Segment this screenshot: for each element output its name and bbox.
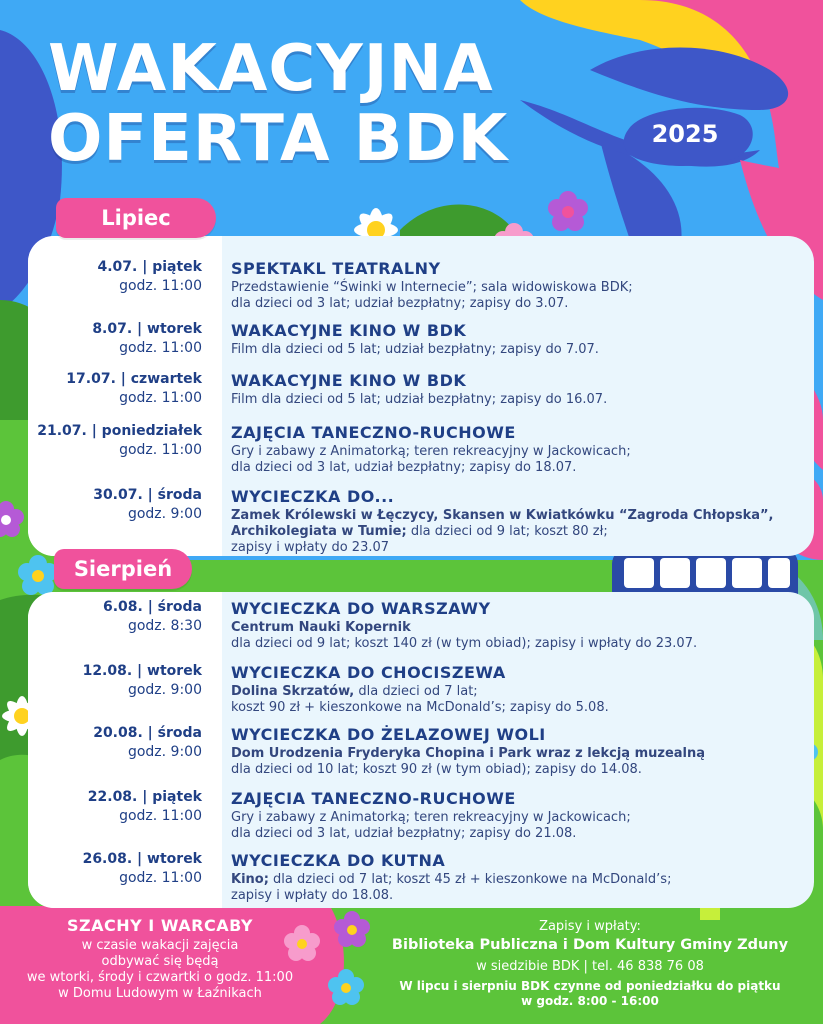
event-time: godz. 11:00 <box>119 340 202 356</box>
month-label-july: Lipiec <box>56 198 216 238</box>
chess-line: w czasie wakacji zajęcia <box>81 938 239 953</box>
event-title: ZAJĘCIA TANECZNO-RUCHOWE <box>231 789 516 808</box>
event-desc-line: zapisy i wpłaty do 18.08. <box>231 888 394 903</box>
event-time: godz. 11:00 <box>119 870 202 886</box>
chess-note <box>24 918 296 1002</box>
month-label-august: Sierpień <box>54 549 192 589</box>
event-time: godz. 8:30 <box>127 618 202 634</box>
event-time: godz. 11:00 <box>119 278 202 294</box>
event-time: godz. 11:00 <box>119 442 202 458</box>
organization-name: Biblioteka Publiczna i Dom Kultury Gminy Zduny <box>391 937 789 953</box>
event-desc-line: dla dzieci od 10 lat; koszt 90 zł (w tym obiad); zapisy do 14.08. <box>231 762 642 777</box>
event-desc-line: Gry i zabawy z Animatorką; teren rekreacyjny w Jackowicach; <box>231 810 631 825</box>
event-venue: Centrum Nauki Kopernik <box>231 620 411 635</box>
year-badge: 2025 <box>651 120 719 148</box>
event-title: WYCIECZKA DO CHOCISZEWA <box>231 663 506 682</box>
event-title: ZAJĘCIA TANECZNO-RUCHOWE <box>231 423 516 442</box>
chess-title: SZACHY I WARCABY <box>67 916 253 935</box>
event-date: 21.07. | poniedziałek <box>37 423 202 439</box>
event-date: 30.07. | środa <box>93 487 202 503</box>
chess-line: w Domu Ludowym w Łaźnikach <box>58 986 262 1001</box>
title-line-2: OFERTA BDK <box>48 102 509 176</box>
event-title: WYCIECZKA DO KUTNA <box>231 851 446 870</box>
event-title: WAKACYJNE KINO W BDK <box>231 371 467 390</box>
event-date: 26.08. | wtorek <box>82 851 202 867</box>
event-desc-line: dla dzieci od 9 lat; koszt 80 zł; <box>406 524 608 539</box>
event-date: 22.08. | piątek <box>87 789 202 805</box>
event-desc-line: dla dzieci od 7 lat; <box>354 684 478 699</box>
event-venue: Dom Urodzenia Fryderyka Chopina i Park wraz z lekcją muzealną <box>231 746 706 761</box>
chess-line: odbywać się będą <box>101 954 219 969</box>
event-desc-line: dla dzieci od 3 lat, udział bezpłatny; zapisy do 18.07. <box>231 460 577 475</box>
event-date: 6.08. | środa <box>102 599 202 615</box>
event-desc-line: dla dzieci od 7 lat; koszt 45 zł + kieszonkowe na McDonald’s; <box>268 872 672 887</box>
event-time: godz. 9:00 <box>127 744 202 760</box>
event-desc-line: Film dla dzieci od 5 lat; udział bezpłatny; zapisy do 7.07. <box>231 342 599 357</box>
event-desc-line: koszt 90 zł + kieszonkowe na McDonald’s; zapisy do 5.08. <box>231 700 609 715</box>
event-time: godz. 11:00 <box>119 390 202 406</box>
event-title: SPEKTAKL TEATRALNY <box>231 259 441 278</box>
opening-hours <box>370 979 810 1009</box>
contact-line: w siedzibie BDK | tel. 46 838 76 08 <box>476 959 704 974</box>
event-title: WYCIECZKA DO... <box>231 487 395 506</box>
event-title: WAKACYJNE KINO W BDK <box>231 321 467 340</box>
title-line-1: WAKACYJNA <box>48 32 494 106</box>
poster-title <box>48 34 508 174</box>
event-date: 12.08. | wtorek <box>82 663 202 679</box>
event-venue: Kino; <box>231 872 269 887</box>
event-desc-line: zapisy i wpłaty do 23.07 <box>231 540 390 555</box>
event-date: 17.07. | czwartek <box>66 371 202 387</box>
event-date: 8.07. | wtorek <box>92 321 202 337</box>
event-desc-line: dla dzieci od 3 lat; udział bezpłatny; zapisy do 3.07. <box>231 296 569 311</box>
event-venue: Dolina Skrzatów, <box>231 684 355 699</box>
event-venue: Zamek Królewski w Łęczycy, Skansen w Kwiatkówku “Zagroda Chłopska”, <box>231 508 774 523</box>
footer-line: Zapisy i wpłaty: <box>539 919 641 934</box>
opening-hours-line: w godz. 8:00 - 16:00 <box>521 994 659 1008</box>
event-desc-line: dla dzieci od 3 lat, udział bezpłatny; zapisy do 21.08. <box>231 826 577 841</box>
chess-line: we wtorki, środy i czwartki o godz. 11:00 <box>26 970 294 985</box>
event-title: WYCIECZKA DO ŻELAZOWEJ WOLI <box>231 725 546 744</box>
event-title: WYCIECZKA DO WARSZAWY <box>231 599 491 618</box>
event-desc-line: Film dla dzieci od 5 lat; udział bezpłatny; zapisy do 16.07. <box>231 392 608 407</box>
event-date: 20.08. | środa <box>93 725 202 741</box>
event-venue: Archikolegiata w Tumie; <box>231 524 407 539</box>
event-time: godz. 11:00 <box>119 808 202 824</box>
event-time: godz. 9:00 <box>127 682 202 698</box>
event-desc-line: Gry i zabawy z Animatorką; teren rekreacyjny w Jackowicach; <box>231 444 631 459</box>
event-desc-line: Przedstawienie “Świnki w Internecie”; sala widowiskowa BDK; <box>231 280 633 295</box>
footer-info <box>370 918 810 1009</box>
opening-hours-line: W lipcu i sierpniu BDK czynne od poniedziałku do piątku <box>399 979 781 993</box>
event-desc-line: dla dzieci od 9 lat; koszt 140 zł (w tym obiad); zapisy i wpłaty do 23.07. <box>231 636 698 651</box>
event-time: godz. 9:00 <box>127 506 202 522</box>
event-date: 4.07. | piątek <box>97 259 202 275</box>
